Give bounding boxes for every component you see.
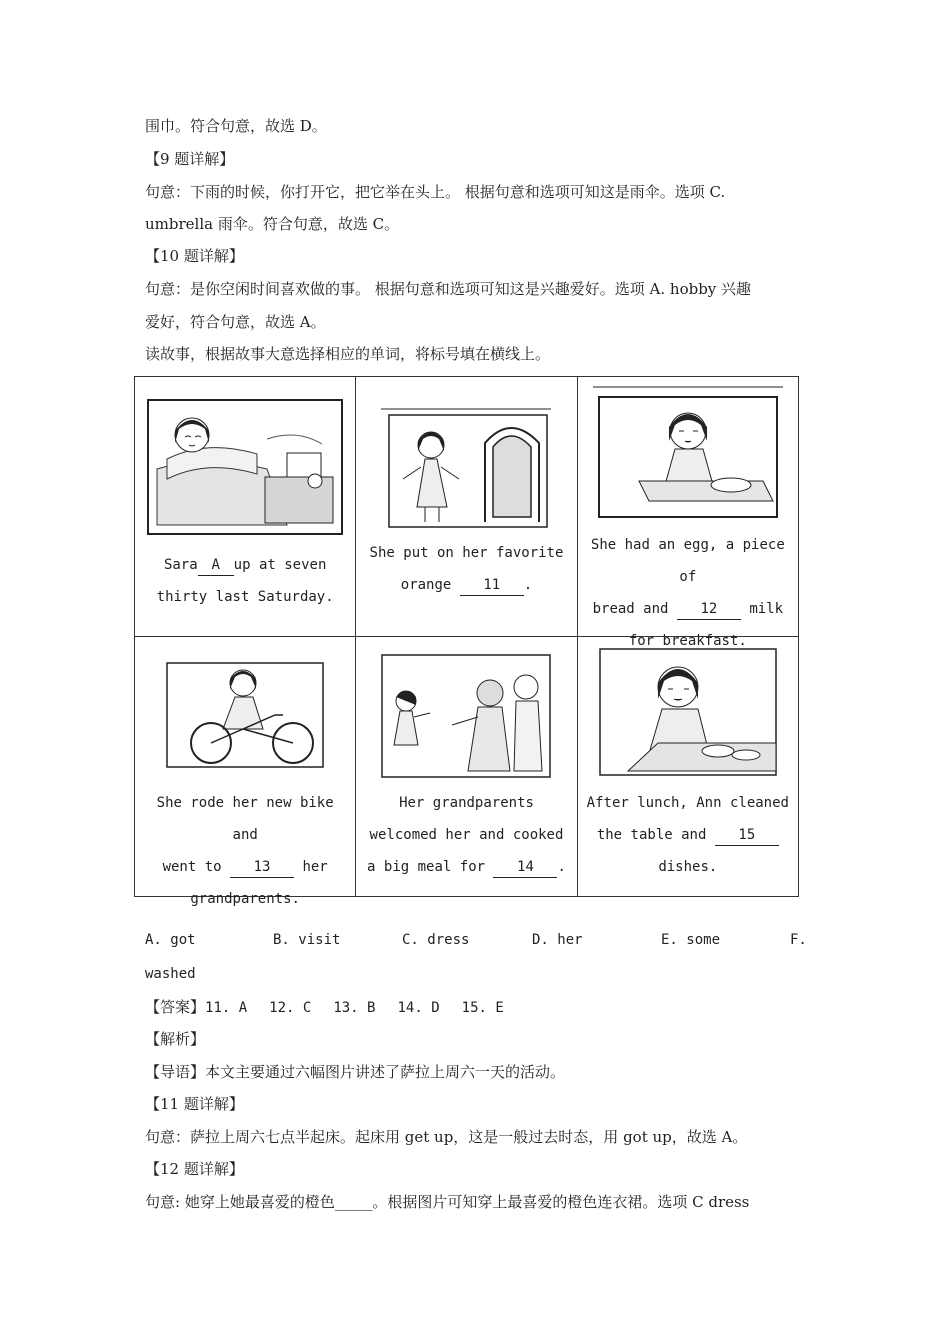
- girl-dressing-picture: [381, 407, 551, 529]
- para-q12: 句意: 她穿上她最喜爱的橙色_____。根据图片可知穿上最喜爱的橙色连衣裙。选项 C dress: [145, 1193, 750, 1211]
- heading-q11: 【11 题详解】: [145, 1095, 244, 1113]
- heading-q9: 【9 题详解】: [145, 150, 235, 168]
- grandparents-picture: [380, 653, 552, 779]
- girl-waking-picture: [147, 399, 343, 535]
- instruction: 读故事，根据故事大意选择相应的单词，将标号填在横线上。: [145, 345, 551, 363]
- para-q9-line2: umbrella 雨伞。符合句意，故选 C。: [145, 215, 400, 233]
- option-e: E. some: [661, 932, 721, 948]
- heading-q10: 【10 题详解】: [145, 247, 244, 265]
- caption-2: She put on her favorite orange 11 .: [362, 537, 570, 601]
- story-cell-1: [135, 377, 356, 637]
- answer-blank: 15: [715, 825, 779, 846]
- option-c: C. dress: [402, 932, 470, 948]
- option-f: F.: [790, 932, 807, 948]
- para-q11: 句意：萨拉上周六七点半起床。起床用 get up，这是一般过去时态，用 got up，故选 A。: [145, 1128, 748, 1146]
- answer-blank: 14: [493, 857, 557, 878]
- story-table: [134, 376, 799, 907]
- para-q10-line2: 爱好，符合句意，故选 A。: [145, 313, 326, 331]
- caption-6: After lunch, Ann cleaned the table and 15 dishes.: [586, 795, 789, 875]
- caption-1: Sara A up at seven thirty last Saturday.: [156, 557, 334, 605]
- girl-washing-dishes-picture: [598, 647, 778, 777]
- guide-line: 【导语】本文主要通过六幅图片讲述了萨拉上周六一天的活动。: [145, 1063, 566, 1081]
- girl-breakfast-picture: [593, 385, 783, 521]
- caption-3: She had an egg, a piece of bread and 12 milk for breakfast.: [590, 537, 785, 649]
- option-b: B. visit: [273, 932, 341, 948]
- option-f-word: washed: [145, 966, 196, 982]
- word-options: [145, 932, 810, 952]
- story-cell-6: [577, 637, 798, 897]
- answer-line: 【答案】11. A 12. C 13. B 14. D 15. E: [145, 998, 504, 1016]
- answer-blank: 13: [230, 857, 294, 878]
- story-cell-4: [135, 637, 356, 907]
- story-cell-3: [577, 377, 798, 649]
- para-q10-line1: 句意：是你空闲时间喜欢做的事。 根据句意和选项可知这是兴趣爱好。选项 A. hobby 兴趣: [145, 280, 752, 298]
- caption-5: Her grandparents welcomed her and cooked a big meal for 14 .: [362, 787, 570, 883]
- story-cell-2: [356, 377, 577, 637]
- answer-blank: 12: [677, 599, 741, 620]
- caption-4: She rode her new bike and went to 13 her grandparents.: [156, 795, 334, 907]
- heading-q12: 【12 题详解】: [145, 1160, 244, 1178]
- answer-blank: A: [198, 555, 234, 576]
- answer-blank: 11: [460, 575, 524, 596]
- option-a: A. got: [145, 932, 196, 948]
- heading-analysis: 【解析】: [145, 1030, 206, 1048]
- para-answer-8: 围巾。符合句意，故选 D。: [145, 117, 327, 135]
- option-d: D. her: [532, 932, 583, 948]
- girl-cycling-picture: [163, 659, 327, 771]
- story-cell-5: [356, 637, 577, 897]
- para-q9-line1: 句意：下雨的时候，你打开它，把它举在头上。 根据句意和选项可知这是雨伞。选项 C.: [145, 183, 726, 201]
